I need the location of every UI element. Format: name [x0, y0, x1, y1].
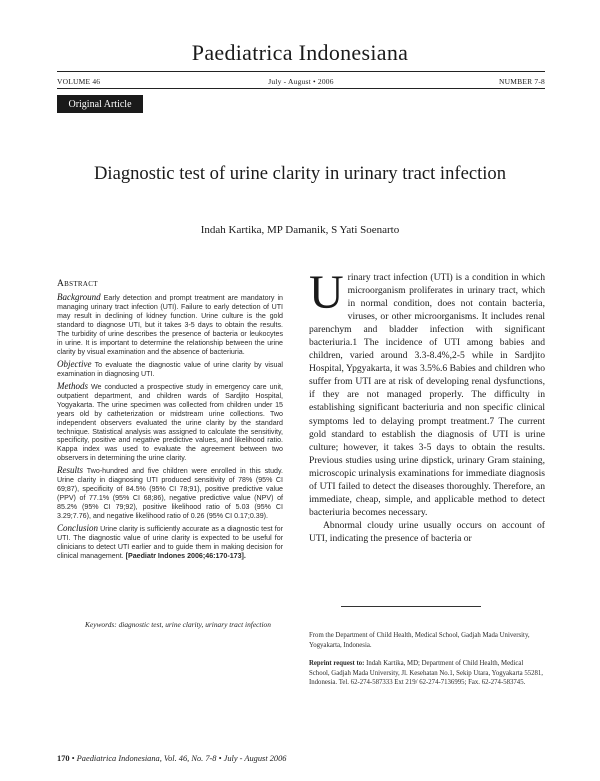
objective-text: To evaluate the diagnostic value of urine clarity by visual examination in diagnosing UTI. — [57, 360, 283, 378]
reprint-text: Indah Kartika, MD; Department of Child Health, Medical School, Gadjah Mada University, Jl. Kesehatan No.1, Sekip Utara, Yogyakarta 55281, Indonesia. Tel. 62-274-587333 Ext 219/ 62-274-7136995; Fax. 62-274-583745. — [309, 660, 544, 687]
conclusion-label: Conclusion — [57, 522, 99, 533]
header-rule-top — [57, 71, 545, 72]
abstract-section — [57, 279, 283, 563]
author-list: Indah Kartika, MP Damanik, S Yati Soenarto — [200, 224, 400, 236]
citation: [Paediatr Indones 2006;46:170-173]. — [125, 551, 246, 560]
header-rule-bottom — [57, 88, 545, 89]
reprint-request — [309, 659, 545, 688]
number-label: NUMBER 7-8 — [499, 77, 545, 86]
drop-cap: U — [309, 266, 344, 319]
body-paragraph-2: Abnormal cloudy urine usually occurs on account of UTI, indicating the presence of bacteria or — [309, 519, 545, 544]
body-paragraph-1-text: rinary tract infection (UTI) is a condition in which microorganism proliferates in urinary tract, which in normal condition, does not contain bacteria, viruses, or other microorganisms. It includes renal parenchym and bladder infection with significant bacteriuria.1 The incidence of UTI among babies and children, varied around 3.3-8.4%,2-5 while in Sardjito Hospital, Ypgyakarta, it was 3.5%.6 Babies and children who suffer from UTI are at risk of developing renal dysfunctions, if they are not managed properly. The difficulty in establishing significant bacteriuria and non specific clinical symptoms led to delaying prompt treatment.7 The current gold standard to establish the diagnosis of UTI is urine culture; however, it takes 3-5 days to obtain the results. Previous studies using urine dipstick, urinary Gram staining, microscopic urinalysis examinations for immediate diagnosis of UTI failed to detect the diseases thoroughly. Therefore, an immediate, cheap, simple, and applicable method to detect bacteriuria becomes necessary. — [309, 272, 545, 518]
keywords-label: Keywords: — [85, 620, 117, 629]
keywords-text: diagnostic test, urine clarity, urinary tract infection — [116, 620, 271, 629]
methods-label: Methods — [57, 380, 88, 391]
affiliation-from: From the Department of Child Health, Medical School, Gadjah Mada University, Yogyakarta, Indonesia. — [309, 632, 530, 649]
objective-label: Objective — [57, 358, 92, 369]
article-type-badge: Original Article — [57, 95, 143, 113]
background-text: Early detection and prompt treatment are mandatory in managing urinary tract infection (UTI). Failure to early detection of UTI may result in declining of kidney function. Urine culture is the gold standard to diagnose UTI, but it takes 3-5 days to obtain the results. The turbidity of urine describes the presence of bacteria or leukocytes in urine. It is important to determine the relationship between the urine clarity by visual examination and the absence of bacteriuria. — [57, 293, 283, 356]
page-number: 170 — [57, 754, 70, 763]
footer-text: • Paediatrica Indonesiana, Vol. 46, No. 7-8 • July - August 2006 — [69, 754, 287, 763]
body-column — [309, 266, 545, 545]
issue-date: July - August • 2006 — [268, 77, 334, 86]
body-paragraph-1 — [309, 266, 545, 519]
abstract-methods — [57, 381, 283, 463]
abstract-heading: Abstract — [57, 279, 98, 289]
affiliation-rule — [341, 606, 481, 607]
reprint-label: Reprint request to: — [309, 660, 365, 667]
abstract-conclusion — [57, 523, 283, 561]
results-text: Two-hundred and five children were enrolled in this study. Urine clarity in diagnosing UTI produced sensitivity of 78% (95% CI 69;87), specificity of 84.5% (95% CI 78;91), positive predictive value (PPV) of 77.1% (95% CI 68;86), negative predictive value (NPV) of 85.2% (95% CI 79;92), positive likelihood ratio of 5.03 (95% CI 3.29;7.76), and negative likelihood ratio of 0.26 (95% CI 0.17;0.39). — [57, 467, 283, 520]
keywords — [85, 620, 285, 630]
background-label: Background — [57, 291, 101, 302]
article-title: Diagnostic test of urine clarity in urinary tract infection — [93, 163, 507, 184]
results-label: Results — [57, 465, 83, 476]
journal-title: Paediatrica Indonesiana — [191, 40, 409, 65]
abstract-results — [57, 465, 283, 521]
methods-text: We conducted a prospective study in emergency care unit, outpatient department, and children wards of Sardjito Hospital, Yogyakarta. The urine specimen was collected from children under 15 years old by catheterization or midstream urine collections. Two independent observers evaluated the urine clarity by the standard technique. Statistical analysis was assigned to calculate the sensitivity, specificity, positive and negative predictive values, and likelihood ratio. Kappa index was used to evaluate the agreement between two observers in determining the urine clarity. — [57, 382, 283, 463]
abstract-background — [57, 292, 283, 357]
volume-label: VOLUME 46 — [57, 77, 101, 86]
page-footer — [57, 754, 545, 763]
abstract-objective — [57, 359, 283, 379]
conclusion-text: Urine clarity is sufficiently accurate as a diagnostic test for UTI. The diagnostic value of urine clarity is expected to be useful for clinicians to detect UTI earlier and to guide them in making decision for clinical management. — [57, 524, 283, 560]
